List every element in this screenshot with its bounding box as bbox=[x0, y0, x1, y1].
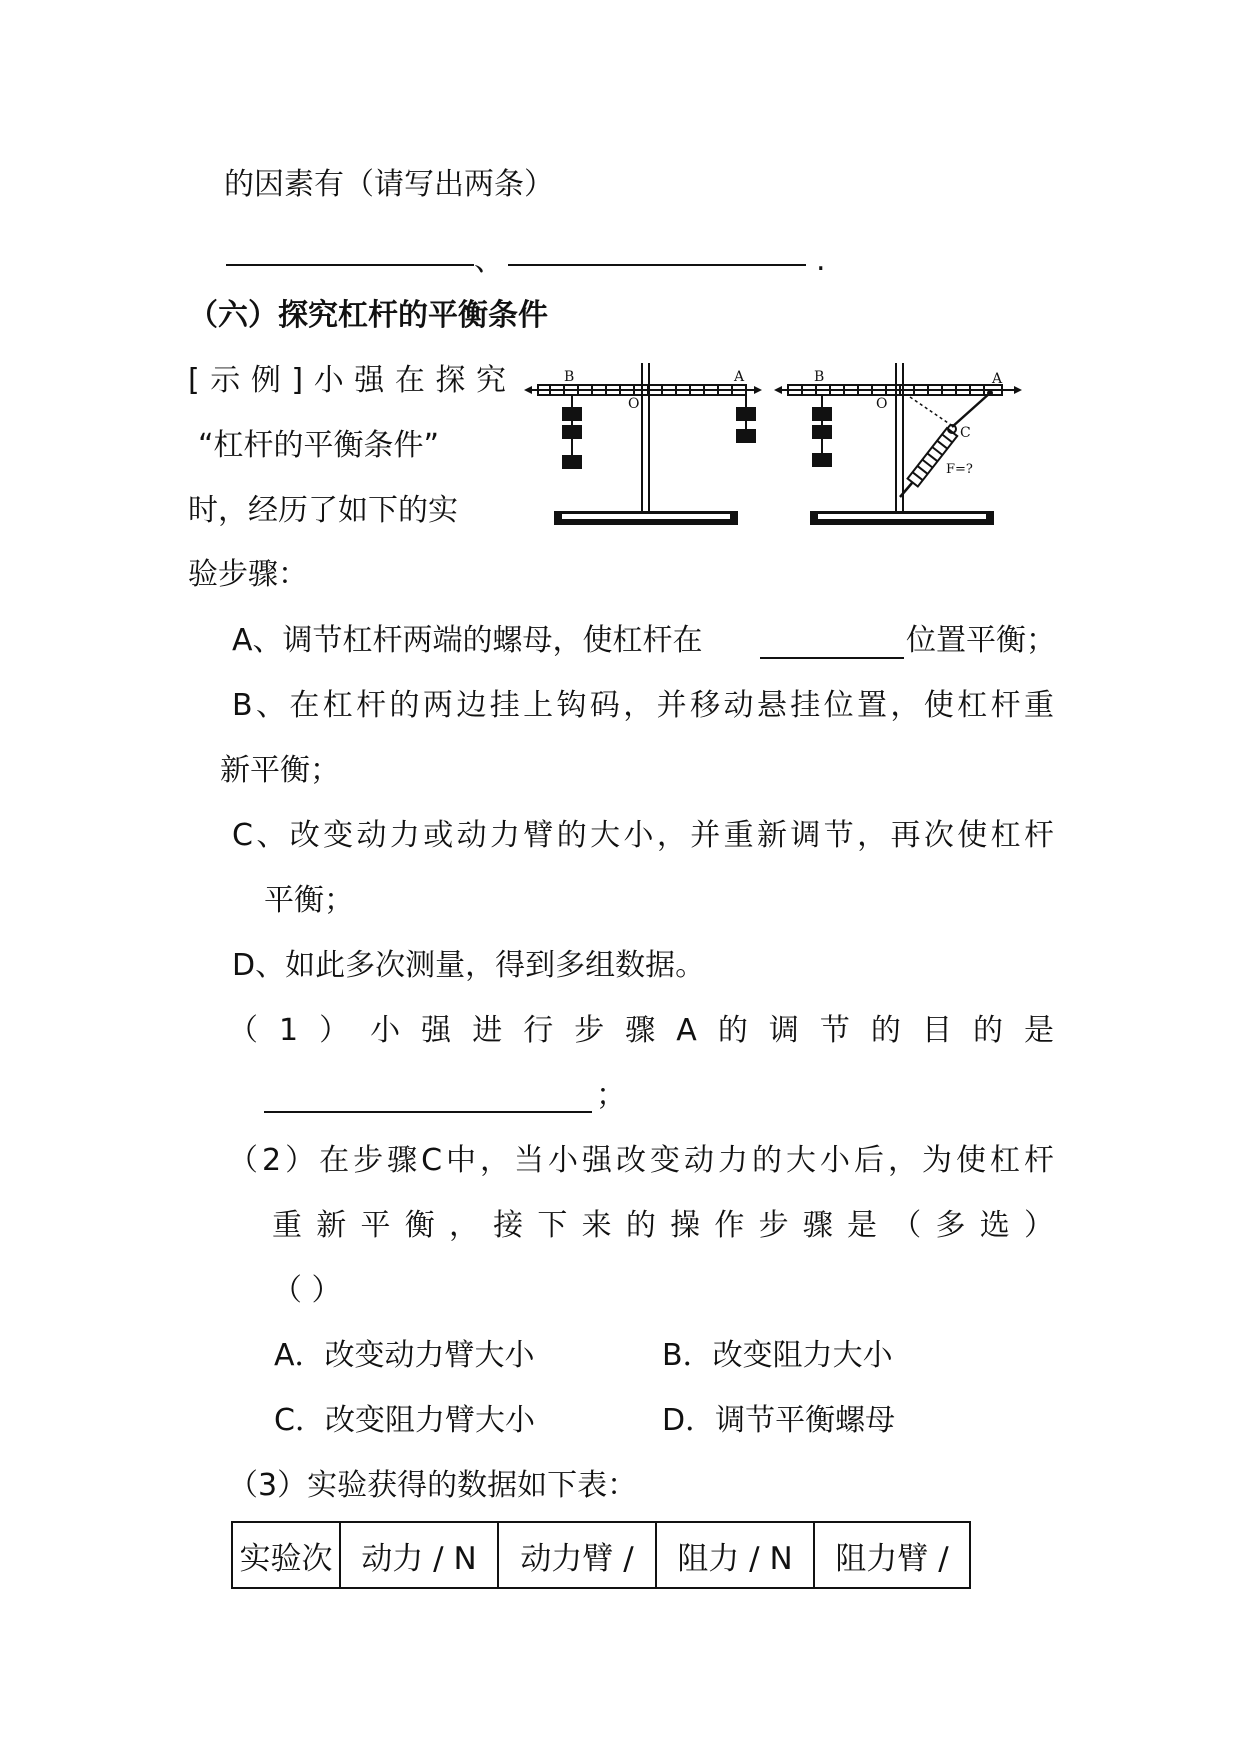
section-heading: （六）探究杠杆的平衡条件 bbox=[188, 298, 548, 333]
option-b: B．改变阻力大小 bbox=[662, 1338, 893, 1373]
label-b: B bbox=[564, 369, 575, 385]
table-header-cell: 实验次 bbox=[232, 1522, 340, 1588]
intro-line-2: “杠杆的平衡条件” bbox=[198, 428, 440, 463]
intro-line-1: [示例]小强在探究 bbox=[188, 363, 506, 398]
step-a-text: A、调节杠杆两端的螺母，使杠杆在 bbox=[232, 623, 703, 658]
question-1-blank[interactable] bbox=[264, 1111, 592, 1113]
label-force: F=? bbox=[946, 462, 973, 477]
question-2-line-1: （2）在步骤C中，当小强改变动力的大小后，为使杠杆 bbox=[228, 1143, 1054, 1178]
answer-blank-2[interactable] bbox=[508, 264, 806, 266]
data-table bbox=[231, 1521, 971, 1589]
step-d-text: D、如此多次测量，得到多组数据。 bbox=[232, 948, 706, 983]
table-header-cell: 阻力 / N bbox=[656, 1522, 814, 1588]
option-c: C．改变阻力臂大小 bbox=[274, 1403, 535, 1438]
label-o: O bbox=[628, 396, 640, 412]
lever-figure-right bbox=[774, 363, 1024, 533]
intro-line-4: 验步骤： bbox=[188, 557, 308, 592]
question-2-line-2: 重新平衡，接下来的操作步骤是（多选） bbox=[272, 1208, 1054, 1243]
table-header-cell: 阻力臂 / bbox=[814, 1522, 970, 1588]
label-c: C bbox=[960, 425, 971, 441]
question-3: （3）实验获得的数据如下表： bbox=[228, 1468, 638, 1503]
question-2-answer-paren[interactable]: （ ） bbox=[272, 1273, 342, 1308]
text-factors: 的因素有（请写出两条） bbox=[224, 167, 554, 202]
separator-period: . bbox=[816, 243, 826, 278]
step-a-end: 位置平衡； bbox=[906, 623, 1056, 658]
step-a-blank[interactable] bbox=[760, 657, 904, 659]
step-b-line-2: 新平衡； bbox=[220, 753, 340, 788]
step-c-line-1: C、改变动力或动力臂的大小，并重新调节，再次使杠杆 bbox=[232, 818, 1054, 853]
question-1-end: ； bbox=[596, 1078, 626, 1113]
step-c-line-2: 平衡； bbox=[264, 883, 354, 918]
option-a: A．改变动力臂大小 bbox=[274, 1338, 535, 1373]
table-header-row bbox=[232, 1522, 970, 1588]
table-header-cell: 动力 / N bbox=[340, 1522, 498, 1588]
label-b: B bbox=[814, 369, 825, 385]
label-a: A bbox=[734, 369, 745, 385]
separator-dun: 、 bbox=[474, 243, 504, 278]
intro-line-3: 时，经历了如下的实 bbox=[188, 493, 458, 528]
option-d: D．调节平衡螺母 bbox=[662, 1403, 896, 1438]
label-a: A bbox=[992, 371, 1003, 387]
step-b-line-1: B、在杠杆的两边挂上钩码，并移动悬挂位置，使杠杆重 bbox=[232, 688, 1054, 723]
answer-blank-1[interactable] bbox=[226, 264, 474, 266]
table-header-cell: 动力臂 / bbox=[498, 1522, 656, 1588]
lever-figure-left bbox=[524, 363, 764, 533]
label-o: O bbox=[876, 396, 888, 412]
question-1: （1）小强进行步骤A的调节的目的是 bbox=[228, 1013, 1054, 1048]
